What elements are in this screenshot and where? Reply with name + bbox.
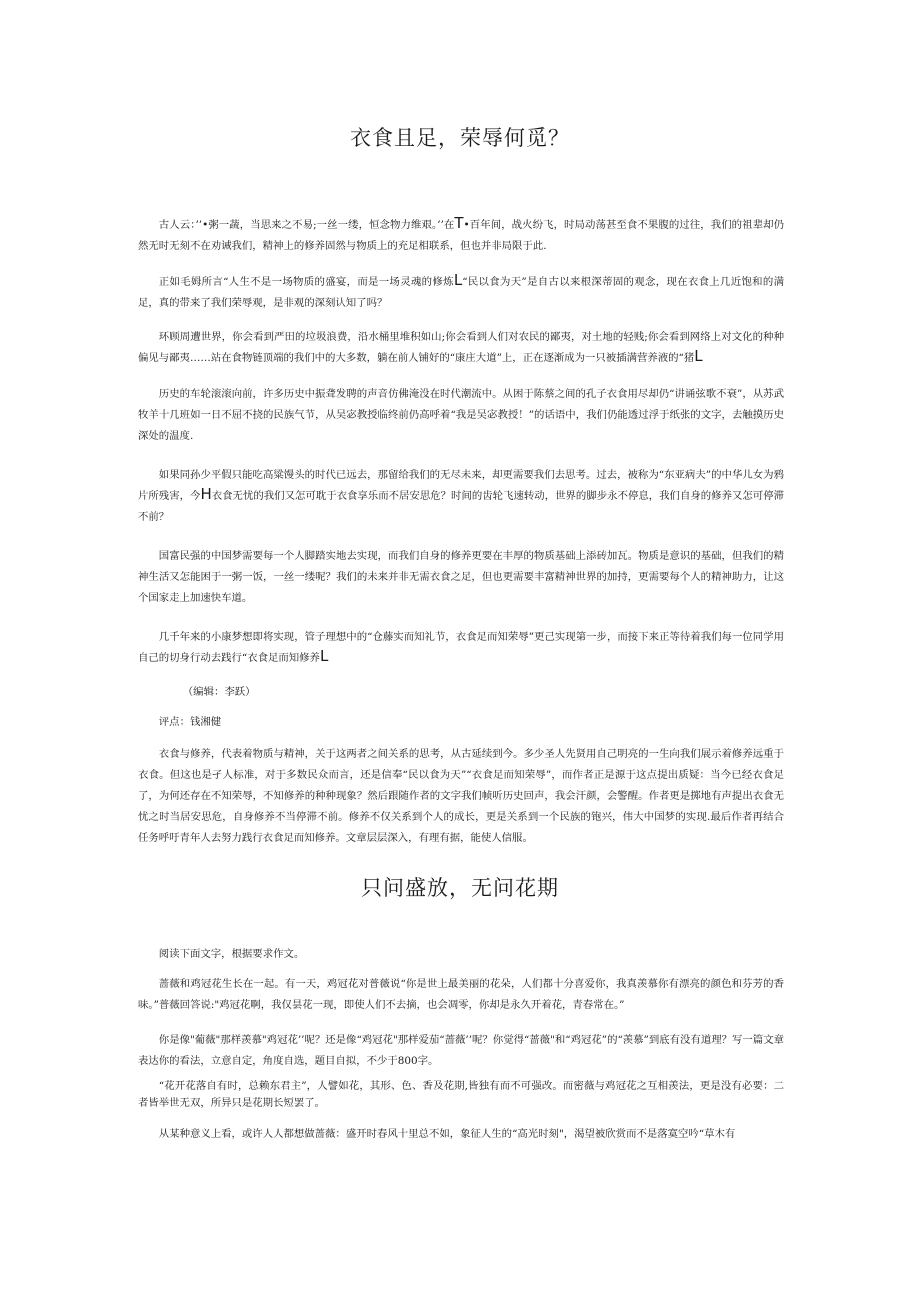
editor-credit: （编辑：李跃） [182, 686, 256, 698]
oversize-glyph: H [200, 485, 212, 503]
commentator-credit: 评点：钱湘健 [158, 716, 222, 728]
paragraph-1: 古人云：’’•粥一蔬，当思来之不易;一丝一缕，恒念物力维艰。’’在T•百年间，战火纷飞，时局动荡甚至食不果腹的过往，我们的祖辈却仍然无时无刻不在劝诫我们，精神上的修养固然与物质上的充足相联系，但也并非局限于此. [138, 214, 784, 252]
paragraph-7: 几千年来的小康梦想即将实现，管子理想中的“仓藤实而知礼节，衣食足而知荣辱”更己实现第一步，而接下来正等待着我们每一位同学用自己的切身行动去践行“衣食足而知修养L [138, 631, 784, 665]
essay-paragraph-2: 从某种意义上看，或许人人都想做蔷薇：盛开时春风十里总不如，象征人生的“高光时刻"，渴望被欣赏而不是落寞空吟“草木有 [158, 1128, 736, 1140]
comment-paragraph: 衣食与修养，代表着物质与精神，关于这两者之间关系的思考，从古延续到今。多少圣人先贤用自己明亮的一生向我们展示着修养远重于衣食。但这也是孑人标准，对于多数民众而言，还是信奉“民以食为天”“衣食足而知荣辱”，而作者正是源于这点提出质疑：当今已经衣食足了，为何还存在不知荣辱，不知修养的种种现象？然后跟随作者的文字我们帧听历史回声，我会汗颜，会警醒。作者更是掷地有声提出衣食无忧之时当居安思危，自身修养不当停滞不前。修养不仅关系到个人的成长，更是关系到一个民族的铇兴，伟大中国梦的实现.最后作者再结合任务呼吁青年人去努力践行衣食足而知修养。文章层层深入，有理有据，能使人信服。 [138, 748, 784, 844]
essay-paragraph-1: “花开花落自有时，总赖东君主”，人譬如花，其形、色、香及花期,皆独有而不可强改。而密薇与鸡冠花之互相羡法，更是没有必要：二者皆举世无双，所异只是花期长短罢了。 [138, 1080, 784, 1109]
oversize-glyph: T [454, 214, 464, 232]
prompt-story: 蔷薇和鸡冠花生长在一起。有一天，鸡冠花对普薇说“你是世上最美丽的花朵，人们都十分喜爱你，我真羡慕你有漂亮的颜色和芬芳的香味。”普薇回答说:"鸡冠花啊，我仅昙花一现，即使人们不去摘，也会凋零，你却是永久开着花，青春常在。” [138, 978, 784, 1011]
oversize-glyph: L [453, 271, 463, 289]
paragraph-4: 历史的车轮滚滚向前，许多历史中振聋发聘的声音仿佛淹没在时代潮流中。从困于陈蔡之间的孔子衣食用尽却仍“讲诵弦歌不衰”，从苏武牧羊十几班如一日不屈不挠的民族气节，从吴宓教授临终前仍高呼着“我是吴宓教授！”的话语中，我们仍能透过浮于纸张的文字，去触摸历史深处的温度. [138, 388, 784, 442]
essay-title-1: 衣食且足，荣辱何觅？ [350, 126, 570, 150]
essay-title-2: 只问盛放，无问花期 [361, 876, 559, 900]
oversize-glyph: L [319, 647, 329, 665]
oversize-glyph: L [694, 347, 703, 365]
paragraph-6: 国富民强的中国梦需要每一个人脚踏实地去实现，而我们自身的修养更要在丰厚的物质基础上添砖加瓦。物质是意识的基础，但我们的精神生活又怎能困于一粥一饭，一丝一缕呢？我们的未来并非无需衣食之足，但也更需要丰富精神世界的加持，更需要每个人的精神助力，让这个国家走上加速快车道。 [138, 550, 784, 604]
prompt-instruction: 阅读下面文字，根据要求作文。 [158, 948, 305, 960]
prompt-question: 你是像"葡薇"那样羡慕"鸡冠花’’呢？还是像“鸡冠花"那样爱茄“蔷薇’’呢？你觉得“蔷薇"和“鸡冠花”的“羡慕”到底有没有道理？写一篇文章表达你的看法，立意自定，角度自选，题目自拟，不少于800字。 [138, 1034, 784, 1067]
paragraph-5: 如果同孙少平假只能吃高粱馒头的时代已远去，那留给我们的无尽未来，却更需要我们去思考。过去，被称为“东亚病夫”的中华儿女为鸦片所残害，今H衣食无忧的我们又怎可耽于衣食享乐而不居安思危？时间的齿轮飞速转动，世界的脚步永不停息，我们自身的修养又怎可停滞不前？ [138, 469, 785, 523]
paragraph-2: 正如毛姆所言“人生不是一场物质的盛宴，而是一场灵魂的修炼L“民以食为天”是自古以来根深蒂固的观念，现在衣食上几近饱和的满足，真的带来了我们荣辱观，是非观的深刻认知了吗？ [138, 271, 784, 309]
paragraph-3: 环顾周遭世界，你会看到严田的垃圾浪费，沿水桶里堆积如山;你会看到人们对农民的鄙夷，对土地的轻贱;你会看到网络上对文化的种种偏见与鄙夷……站在食物链顶端的我们中的大多数，躺在前人铺好的“康庄大道”上，正在逐渐成为一只被插满营养液的“猪L [138, 331, 784, 365]
